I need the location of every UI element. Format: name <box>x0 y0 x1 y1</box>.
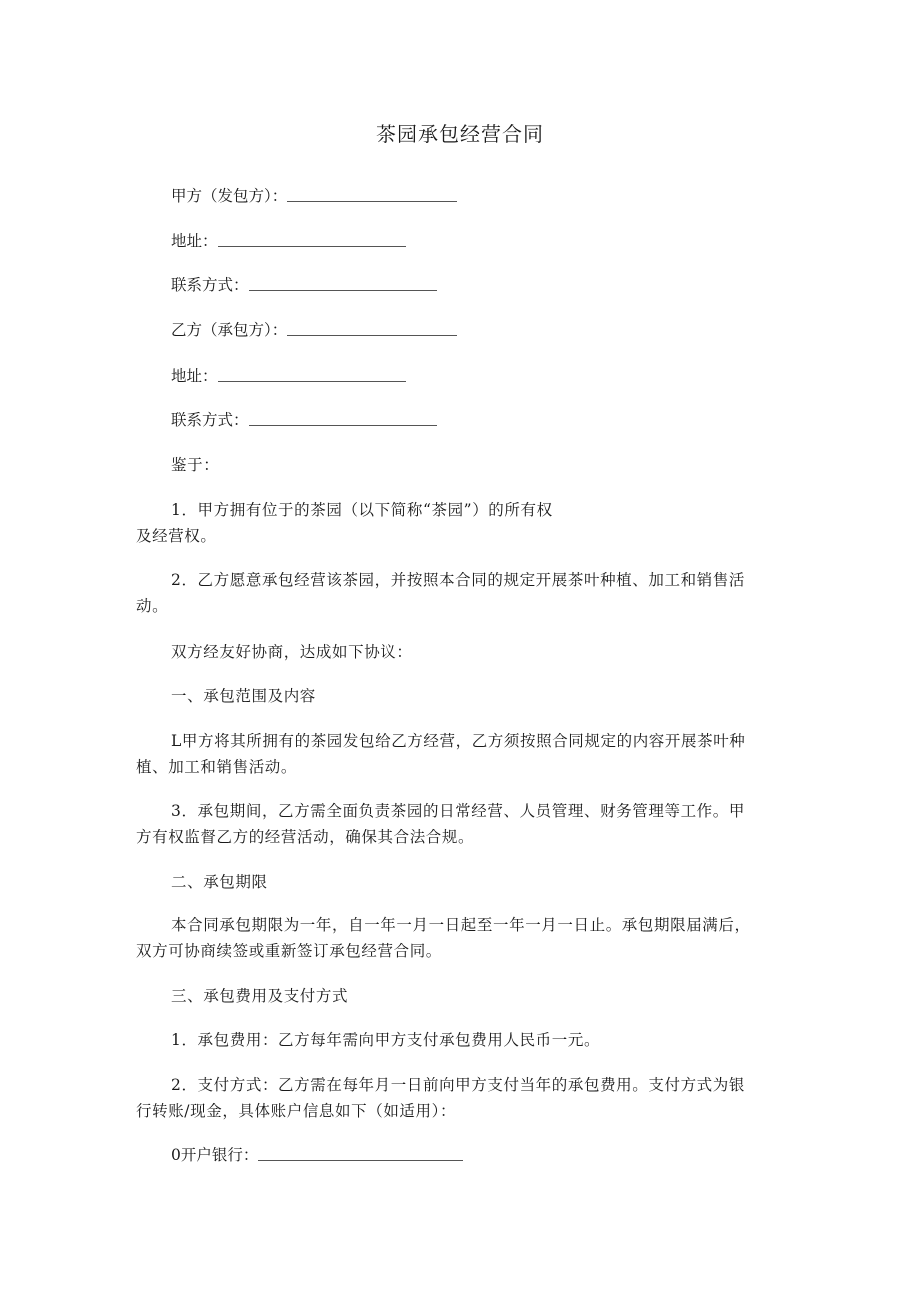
section-3-item-2-line-2: 行转账/现金，具体账户信息如下（如适用）： <box>136 1102 457 1120</box>
document-title: 茶园承包经营合同 <box>376 122 544 146</box>
section-1-item-3-line-1: 3．承包期间，乙方需全面负责茶园的日常经营、人员管理、财务管理等工作。甲 <box>171 802 745 820</box>
party-a-contact-blank <box>249 289 437 291</box>
section-1-heading: 一、承包范围及内容 <box>171 687 316 705</box>
section-1-item-1-line-1: L甲方将其所拥有的茶园发包给乙方经营，乙方须按照合同规定的内容开展茶叶种 <box>171 732 746 750</box>
section-3-item-1: 1．承包费用：乙方每年需向甲方支付承包费用人民币一元。 <box>171 1031 601 1049</box>
party-a-address-field <box>171 229 406 251</box>
bank-blank <box>258 1159 463 1161</box>
party-a-blank <box>287 200 457 202</box>
party-b-address-label: 地址： <box>171 367 218 385</box>
whereas-1-line-1: 1．甲方拥有位于的茶园（以下简称“茶园”）的所有权 <box>171 501 553 519</box>
party-a-contact-label: 联系方式： <box>171 276 249 294</box>
party-b-address-blank <box>218 380 406 382</box>
party-b-contact-blank <box>249 424 437 426</box>
party-b-label: 乙方（承包方）： <box>171 321 288 339</box>
party-b-field <box>171 318 457 340</box>
bank-label: 0开户银行： <box>171 1146 259 1164</box>
section-2-text-line-2: 双方可协商续签或重新签订承包经营合同。 <box>136 942 442 960</box>
agreement-intro: 双方经友好协商，达成如下协议： <box>171 643 413 661</box>
party-a-contact-field <box>171 273 437 295</box>
section-3-item-2-line-1: 2．支付方式：乙方需在每年月一日前向甲方支付当年的承包费用。支付方式为银 <box>171 1076 745 1094</box>
party-b-contact-field <box>171 408 437 430</box>
whereas-label: 鉴于： <box>171 456 220 474</box>
whereas-2-line-2: 动。 <box>136 597 169 615</box>
party-b-address-field <box>171 364 406 386</box>
bank-field <box>171 1143 463 1165</box>
party-b-blank <box>287 334 457 336</box>
whereas-1-line-2: 及经营权。 <box>136 527 217 545</box>
party-b-contact-label: 联系方式： <box>171 411 249 429</box>
section-2-heading: 二、承包期限 <box>171 873 268 891</box>
section-1-item-1-line-2: 植、加工和销售活动。 <box>136 758 298 776</box>
party-a-address-label: 地址： <box>171 232 218 250</box>
section-2-text-line-1: 本合同承包期限为一年，自一年一月一日起至一年一月一日止。承包期限届满后， <box>171 916 751 934</box>
party-a-address-blank <box>218 245 406 247</box>
section-3-heading: 三、承包费用及支付方式 <box>171 987 349 1005</box>
party-a-field <box>171 184 457 206</box>
section-1-item-3-line-2: 方有权监督乙方的经营活动，确保其合法合规。 <box>136 828 475 846</box>
party-a-label: 甲方（发包方）： <box>171 187 288 205</box>
whereas-2-line-1: 2．乙方愿意承包经营该茶园，并按照本合同的规定开展茶叶种植、加工和销售活 <box>171 571 745 589</box>
